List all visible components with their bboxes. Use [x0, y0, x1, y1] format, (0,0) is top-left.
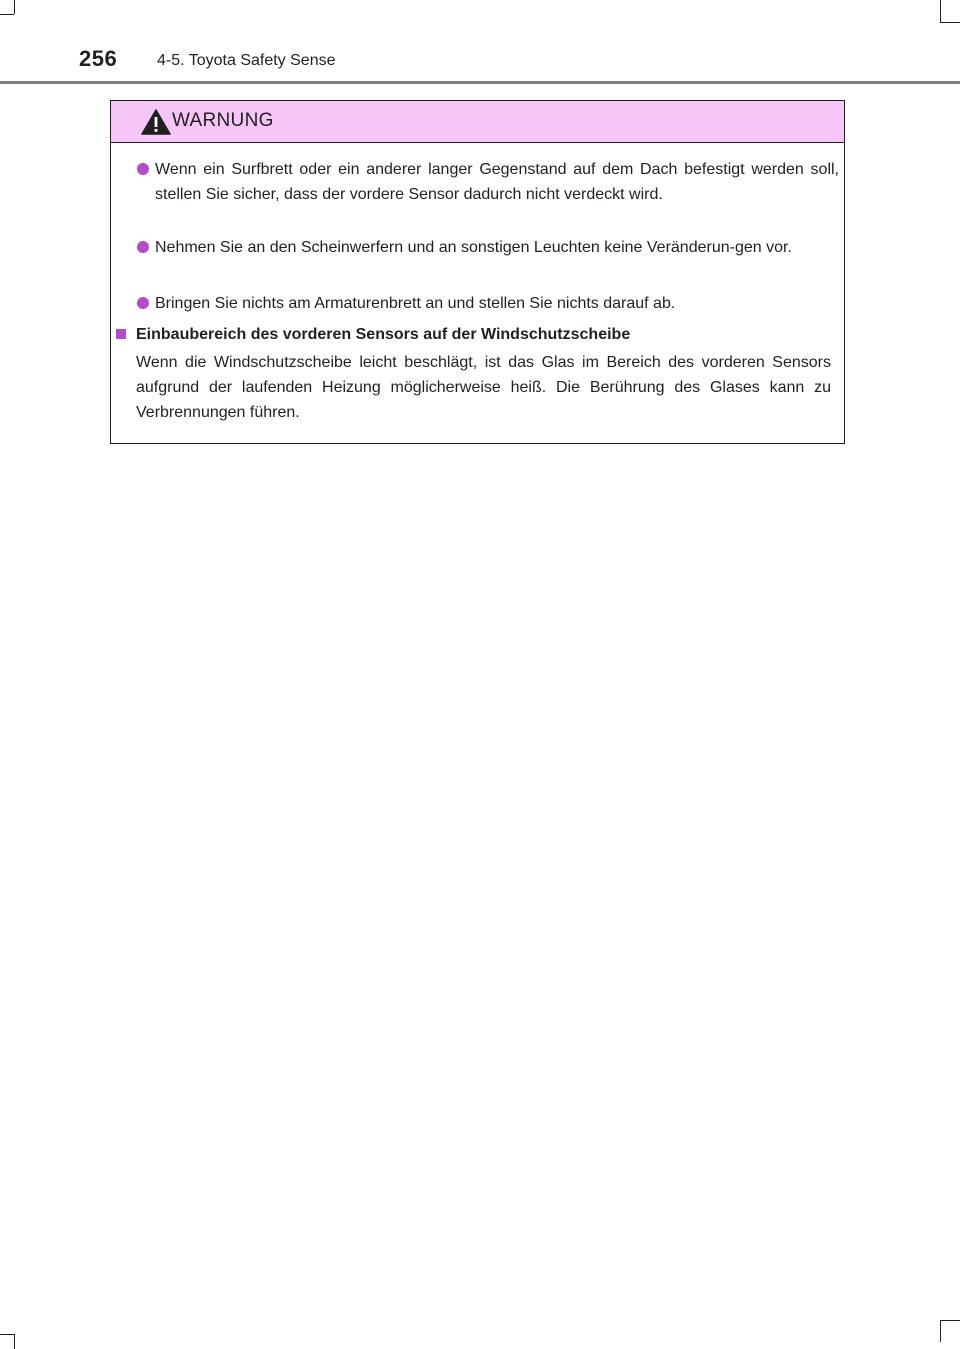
- bullet-text: Wenn ein Surfbrett oder ein anderer langer Gegenstand auf dem Dach befestigt werden soll, stellen Sie sicher, dass der vordere Sensor dadurch nicht verdeckt wird.: [155, 161, 839, 203]
- subsection-body: Wenn die Windschutzscheibe leicht beschlägt, ist das Glas im Bereich des vorderen Sensors aufgrund der laufenden Heizung möglicherweise heiß. Die Berührung des Glases kann zu Verbrennungen führen.: [136, 354, 831, 421]
- crop-mark: [0, 1334, 14, 1335]
- page-number: 256: [79, 46, 118, 71]
- bullet-icon: [137, 241, 149, 253]
- crop-mark: [940, 22, 960, 23]
- list-item: [137, 157, 839, 207]
- crop-mark: [940, 1320, 960, 1321]
- square-bullet-icon: [116, 329, 126, 339]
- warning-header: [111, 101, 844, 143]
- crop-mark: [940, 1320, 941, 1342]
- warning-triangle-icon: [141, 109, 171, 135]
- crop-mark: [0, 14, 14, 15]
- warning-title: WARNUNG: [172, 110, 274, 131]
- section-title: 4-5. Toyota Safety Sense: [157, 52, 336, 69]
- subsection-heading-text: Einbaubereich des vorderen Sensors auf der Windschutzscheibe: [136, 326, 631, 343]
- crop-mark: [940, 0, 941, 22]
- bullet-icon: [137, 297, 149, 309]
- bullet-icon: [137, 163, 149, 175]
- crop-mark: [14, 1334, 15, 1349]
- bullet-text: Nehmen Sie an den Scheinwerfern und an sonstigen Leuchten keine Veränderun-gen vor.: [155, 239, 792, 256]
- bullet-text: Bringen Sie nichts am Armaturenbrett an und stellen Sie nichts darauf ab.: [155, 295, 676, 312]
- list-item: [137, 235, 839, 260]
- header-rule: [0, 81, 960, 84]
- page-header: [0, 38, 960, 84]
- list-item: [137, 291, 839, 316]
- subsection-heading: [116, 322, 836, 347]
- crop-mark: [14, 0, 15, 14]
- warning-box: [110, 100, 845, 444]
